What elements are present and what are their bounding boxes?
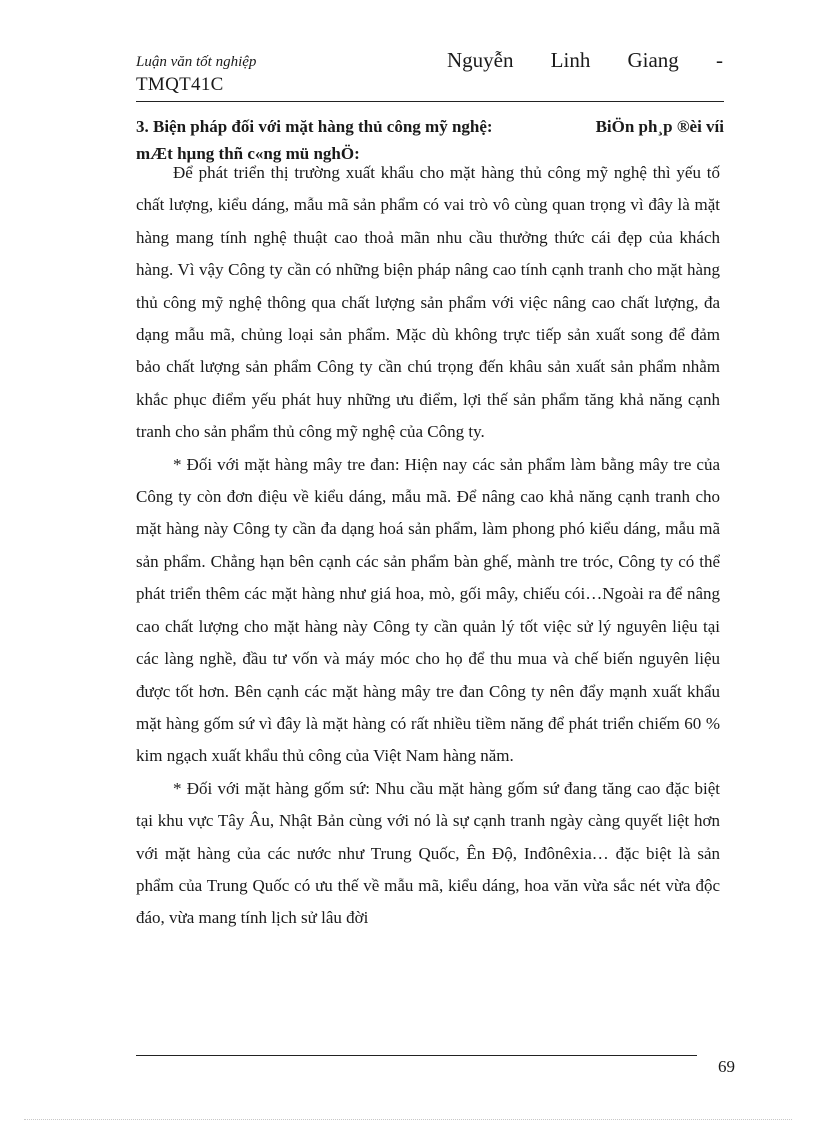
author-name: [447, 48, 723, 73]
author-word: Nguyễn: [447, 48, 514, 72]
body-text: [136, 157, 720, 935]
author-word: Giang: [627, 48, 679, 72]
paragraph: * Đối với mặt hàng gốm sứ: Nhu cầu mặt hàng gốm sứ đang tăng cao đặc biệt tại khu vực Tây Âu, Nhật Bản cùng với nó là sự cạnh tranh ngày càng quyết liệt hơn với mặt hàng của các nước như Trung Quốc, Ên Độ, Inđônêxia… đặc biệt là sản phẩm của Trung Quốc có ưu thế về mẫu mã, kiểu dáng, hoa văn vừa sắc nét vừa độc đáo, vừa mang tính lịch sử lâu đời: [136, 778, 720, 928]
paragraph: Để phát triển thị trường xuất khẩu cho mặt hàng thủ công mỹ nghệ thì yếu tố chất lượng, kiểu dáng, mẫu mã sản phẩm có vai trò vô cùng quan trọng vì đây là mặt hàng mang tính nghệ thuật cao thoả mãn nhu cầu thưởng thức cái đẹp của khách hàng. Vì vậy Công ty cần có những biện pháp nâng cao tính cạnh tranh cho mặt hàng thủ công mỹ nghệ thông qua chất lượng sản phẩm với việc nâng cao chất lượng, đa dạng mẫu mã, chủng loại sản phẩm. Mặc dù không trực tiếp sản xuất song để đảm bảo chất lượng sản phẩm Công ty cần chú trọng đến khâu sản xuất sản phẩm nhằm khắc phục điểm yếu phát huy những ưu điểm, lợi thế sản phẩm tăng khả năng cạnh tranh cho sản phẩm thủ công mỹ nghệ của Công ty.: [136, 163, 720, 442]
heading-text: 3. Biện pháp đối với mặt hàng thủ công mỹ nghệ:: [136, 117, 493, 136]
page-edge-dots: [24, 1119, 792, 1120]
page-number: 69: [718, 1057, 735, 1076]
author-word: Linh: [550, 48, 591, 72]
thesis-label: Luận văn tốt nghiệp: [136, 54, 257, 70]
class-code: TMQT41C: [136, 74, 224, 95]
paragraph: * Đối với mặt hàng mây tre đan: Hiện nay các sản phẩm làm bằng mây tre của Công ty còn đơn điệu về kiểu dáng, mẫu mã. Để nâng cao khả năng cạnh tranh cho mặt hàng này Công ty cần đa dạng hoá sản phẩm, làm phong phó kiểu dáng, mẫu mã sản phẩm. Chẳng hạn bên cạnh các sản phẩm bàn ghế, mành tre tróc, Công ty có thể phát triển thêm các mặt hàng như giá hoa, mò, gối mây, chiếu cói…Ngoài ra để nâng cao chất lượng cho mặt hàng này Công ty cần quản lý tốt việc sử lý nguyên liệu tại các làng nghề, đầu tư vốn và máy móc cho họ để thu mua và chế biến nguyên liệu được tốt hơn. Bên cạnh các mặt hàng mây tre đan Công ty nên đẩy mạnh xuất khẩu mặt hàng gốm sứ vì đây là mặt hàng có rất nhiều tiềm năng để phát triển chiếm 60 % kim ngạch xuất khẩu thủ công của Việt Nam hàng năm.: [136, 454, 720, 766]
footer-divider: [136, 1055, 697, 1056]
header-divider: [136, 101, 724, 102]
author-word: -: [715, 48, 723, 72]
heading-garbled-text: BiÖn ph¸p ®èi víi: [595, 117, 724, 136]
heading-garbled-line2: mÆt hµng thñ c«ng mü nghÖ:: [136, 144, 360, 163]
